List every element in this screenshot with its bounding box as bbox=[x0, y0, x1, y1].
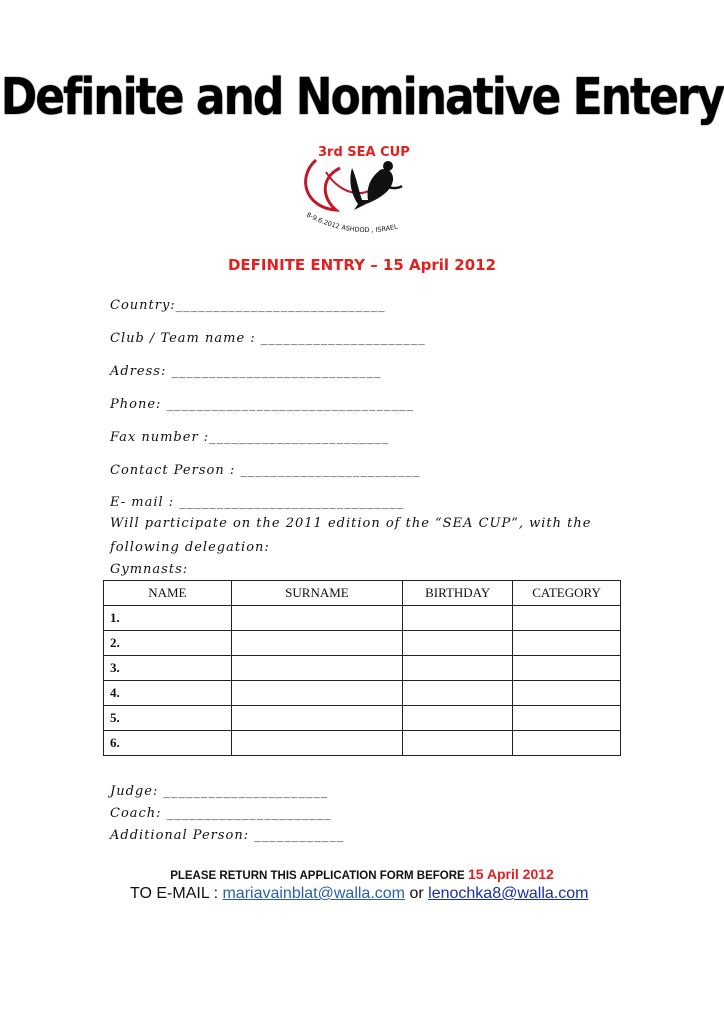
category-cell[interactable] bbox=[513, 731, 621, 756]
country-field[interactable]: Country:____________________________ bbox=[110, 298, 386, 313]
gymnasts-label: Gymnasts: bbox=[110, 562, 189, 577]
participation-line-1: Will participate on the 2011 edition of the “SEA CUP”, with the bbox=[110, 516, 592, 531]
birthday-cell[interactable] bbox=[403, 631, 513, 656]
phone-field[interactable]: Phone: _________________________________ bbox=[110, 397, 415, 412]
table-row bbox=[104, 656, 621, 681]
surname-cell[interactable] bbox=[231, 631, 403, 656]
category-cell[interactable] bbox=[513, 656, 621, 681]
birthday-cell[interactable] bbox=[403, 681, 513, 706]
surname-cell[interactable] bbox=[231, 681, 403, 706]
return-text: PLEASE RETURN THIS APPLICATION FORM BEFORE bbox=[170, 870, 465, 882]
row-number[interactable]: 2. bbox=[104, 631, 232, 656]
header-surname: SURNAME bbox=[231, 581, 403, 606]
svg-text:8-9.6.2012 ASHDOD , ISRAEL bbox=[305, 211, 399, 234]
table-row bbox=[104, 681, 621, 706]
table-row bbox=[104, 631, 621, 656]
surname-cell[interactable] bbox=[231, 731, 403, 756]
table-row bbox=[104, 706, 621, 731]
category-cell[interactable] bbox=[513, 631, 621, 656]
judge-field[interactable]: Judge: ______________________ bbox=[110, 784, 329, 799]
table-header-row bbox=[104, 581, 621, 606]
table-row bbox=[104, 731, 621, 756]
header-name: NAME bbox=[104, 581, 232, 606]
email-prefix: TO E-MAIL : bbox=[130, 885, 219, 902]
row-number[interactable]: 3. bbox=[104, 656, 232, 681]
email-link-maria[interactable]: mariavainblat@walla.com bbox=[222, 885, 405, 902]
coach-field[interactable]: Coach: ______________________ bbox=[110, 806, 332, 821]
return-instruction bbox=[0, 866, 724, 882]
page-title: Definite and Nominative Entery bbox=[0, 68, 724, 127]
row-number[interactable]: 6. bbox=[104, 731, 232, 756]
definite-entry-heading: DEFINITE ENTRY – 15 April 2012 bbox=[227, 256, 497, 274]
email-contact-line bbox=[130, 885, 588, 903]
category-cell[interactable] bbox=[513, 606, 621, 631]
contact-person-field[interactable]: Contact Person : ________________________ bbox=[110, 463, 421, 478]
category-cell[interactable] bbox=[513, 681, 621, 706]
row-number[interactable]: 1. bbox=[104, 606, 232, 631]
birthday-cell[interactable] bbox=[403, 731, 513, 756]
sea-cup-logo bbox=[292, 138, 432, 248]
email-or: or bbox=[409, 885, 424, 902]
participation-statement bbox=[110, 512, 630, 560]
participation-line-2: following delegation: bbox=[110, 540, 270, 555]
surname-cell[interactable] bbox=[231, 706, 403, 731]
table-row bbox=[104, 606, 621, 631]
birthday-cell[interactable] bbox=[403, 656, 513, 681]
header-birthday: BIRTHDAY bbox=[403, 581, 513, 606]
header-category: CATEGORY bbox=[513, 581, 621, 606]
birthday-cell[interactable] bbox=[403, 706, 513, 731]
row-number[interactable]: 4. bbox=[104, 681, 232, 706]
gymnasts-table bbox=[103, 580, 621, 756]
logo-arc-text: 8-9.6.2012 ASHDOD , ISRAEL bbox=[305, 210, 399, 235]
additional-person-field[interactable]: Additional Person: ____________ bbox=[110, 828, 345, 843]
club-team-field[interactable]: Club / Team name : ______________________ bbox=[110, 331, 426, 346]
birthday-cell[interactable] bbox=[403, 606, 513, 631]
surname-cell[interactable] bbox=[231, 656, 403, 681]
address-field[interactable]: Adress: ____________________________ bbox=[110, 364, 382, 379]
email-link-lenochka[interactable]: lenochka8@walla.com bbox=[428, 885, 589, 902]
surname-cell[interactable] bbox=[231, 606, 403, 631]
return-deadline: 15 April 2012 bbox=[467, 866, 554, 882]
fax-field[interactable]: Fax number :________________________ bbox=[110, 430, 390, 445]
email-field[interactable]: E- mail : ______________________________ bbox=[110, 495, 405, 510]
category-cell[interactable] bbox=[513, 706, 621, 731]
logo-title: 3rd SEA CUP bbox=[318, 145, 410, 160]
row-number[interactable]: 5. bbox=[104, 706, 232, 731]
